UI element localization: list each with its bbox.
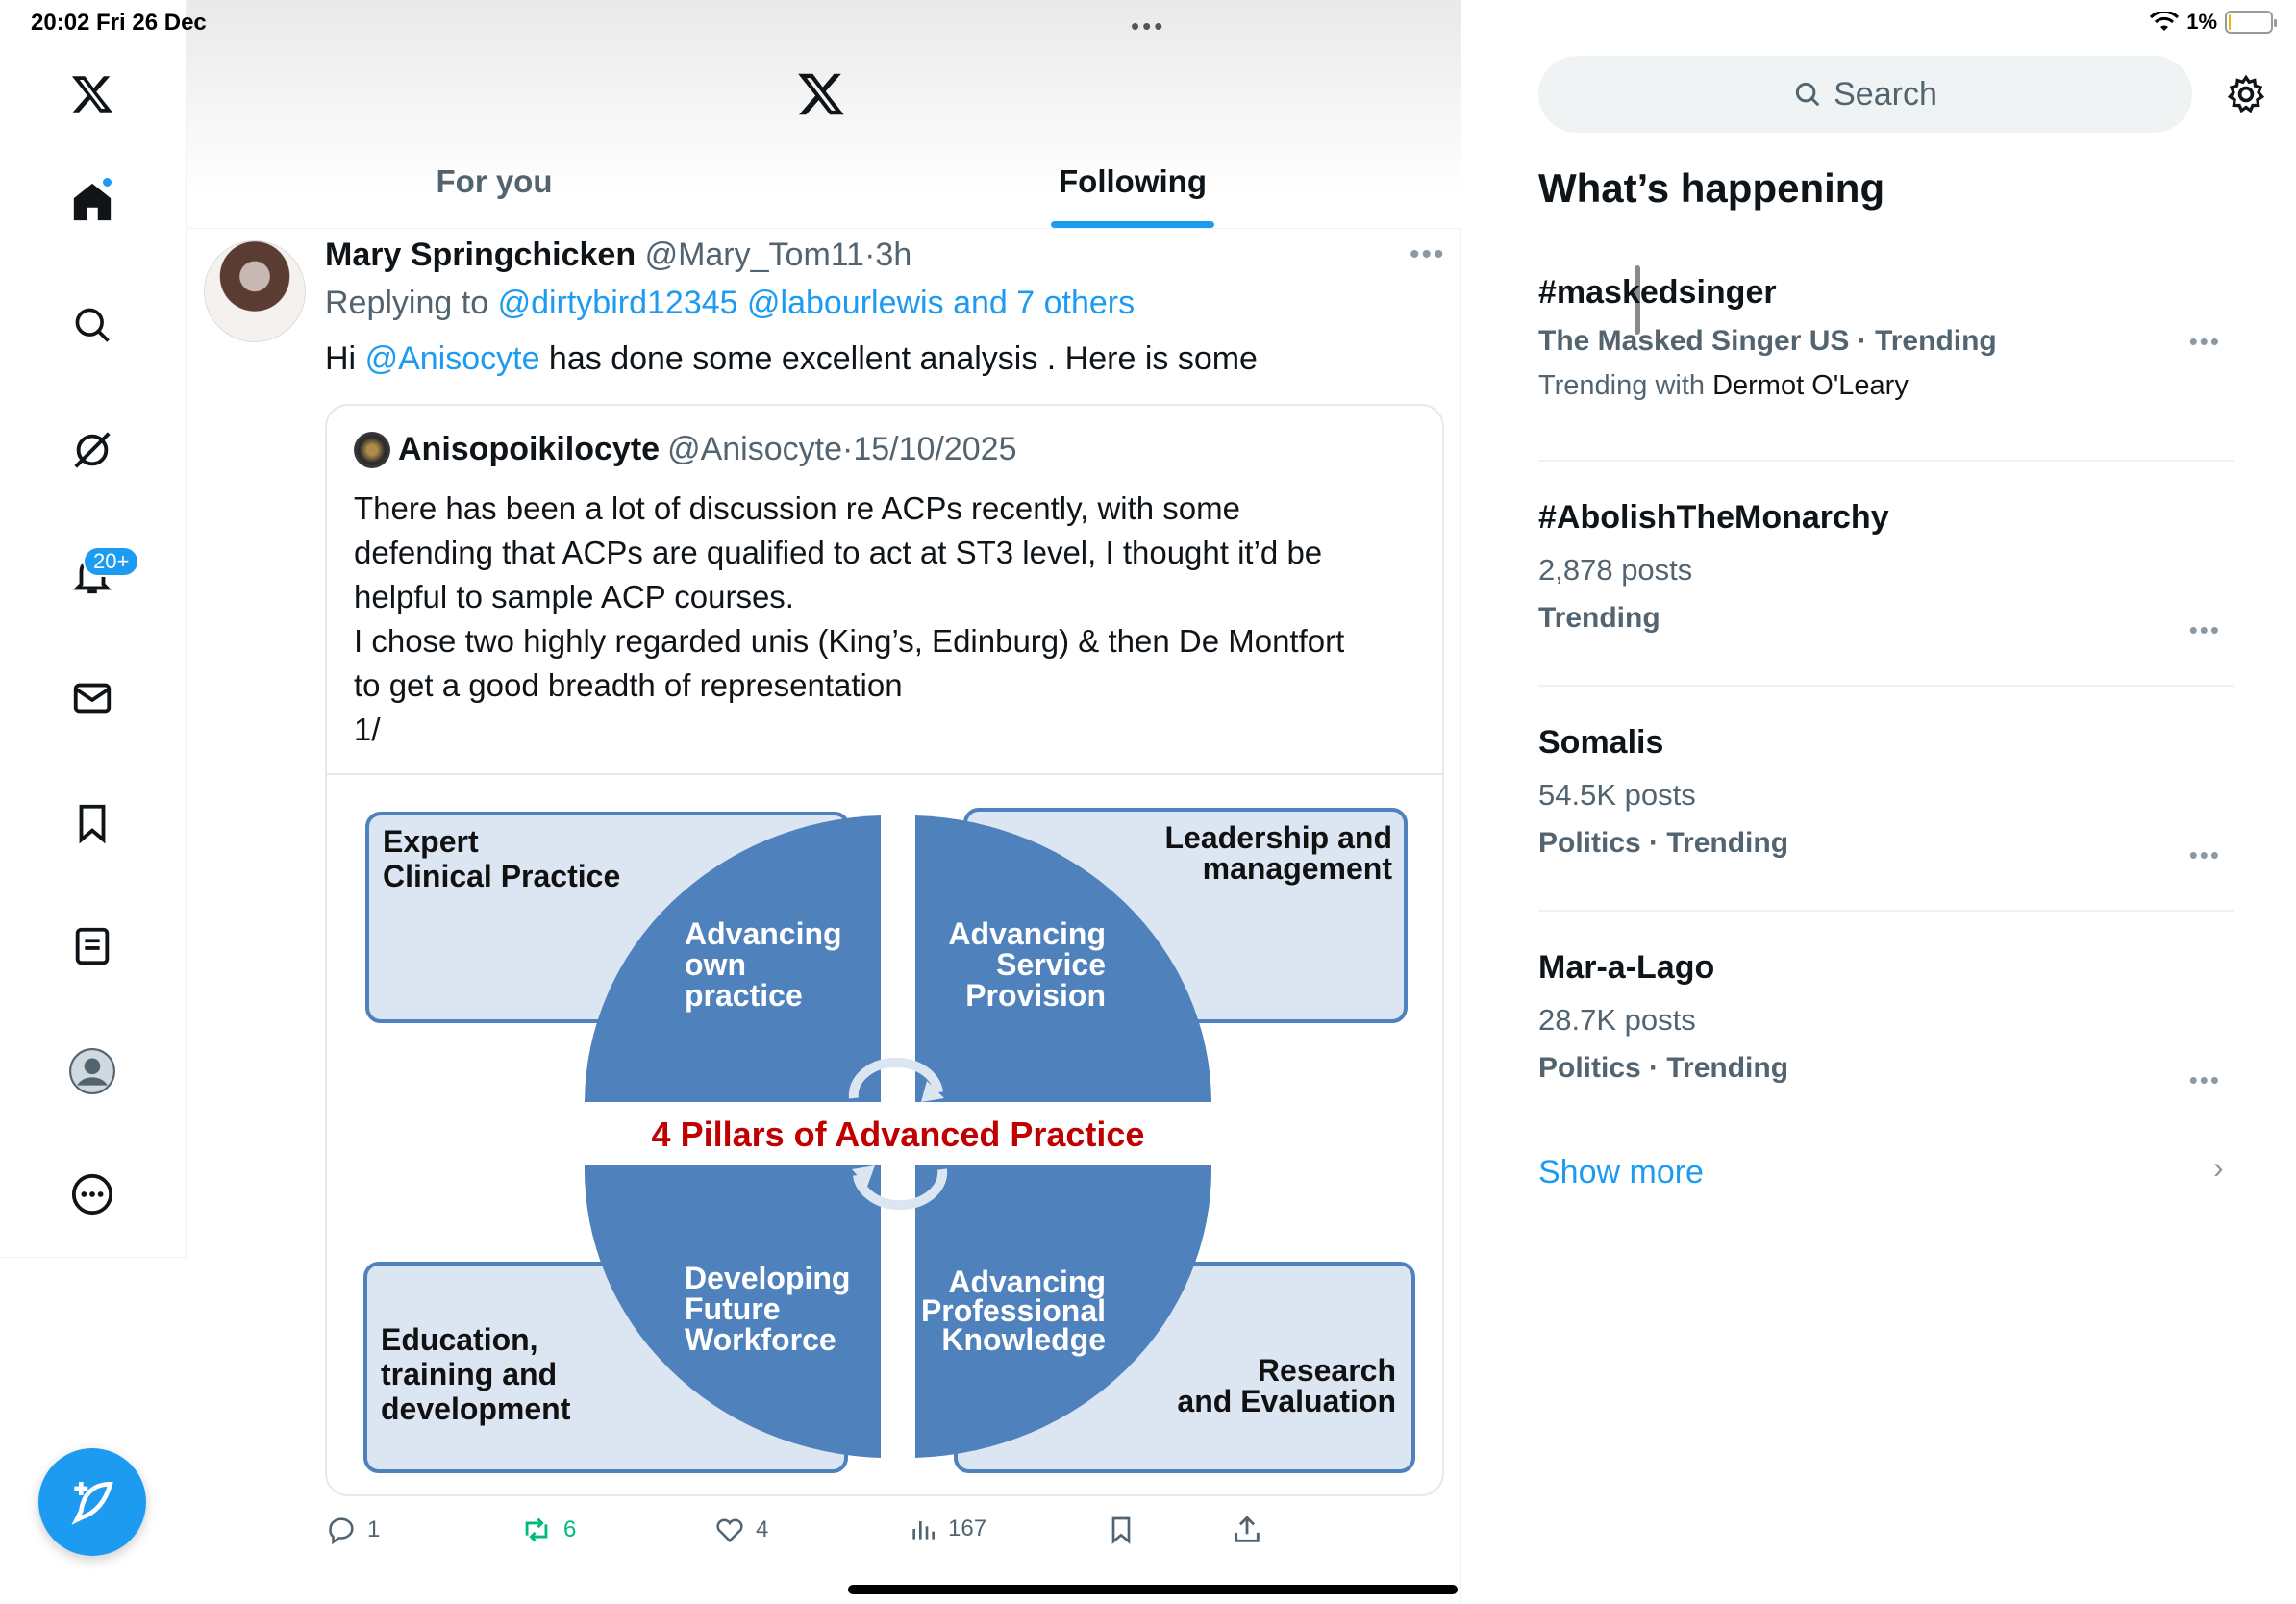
box-bl-line3: development [381, 1391, 571, 1426]
bookmark-button[interactable] [1106, 1514, 1136, 1546]
profile-avatar-icon[interactable] [62, 1040, 123, 1102]
wifi-icon [2150, 12, 2179, 33]
battery-icon [2225, 11, 2273, 34]
post[interactable] [187, 229, 1461, 1575]
chevron-right-icon[interactable]: › [2213, 1150, 2224, 1185]
repost-count: 6 [563, 1516, 577, 1542]
trend-meta: The Masked Singer US · Trending [1538, 325, 1997, 357]
trend-with [1538, 362, 2234, 410]
battery-percent: 1% [2186, 10, 2217, 34]
trend-more-icon[interactable]: ••• [2188, 615, 2221, 644]
trend-title: Mar-a-Lago [1538, 949, 1715, 986]
home-icon[interactable] [62, 171, 123, 233]
quote-line: to get a good breadth of representation [354, 667, 903, 703]
x-logo-icon[interactable] [62, 63, 123, 125]
reply-icon [325, 1514, 358, 1546]
reply-mention-2[interactable]: @labourlewis [747, 285, 944, 321]
post-header [325, 237, 911, 274]
quote-text [354, 487, 1411, 752]
post-text [325, 340, 1258, 378]
status-indicators [2150, 10, 2273, 35]
separator-dot: · [841, 431, 854, 467]
share-button[interactable] [1231, 1514, 1263, 1546]
trend-title: Somalis [1538, 724, 1664, 761]
quote-line: defending that ACPs are qualified to act at ST3 level, I thought it’d be [354, 535, 1323, 570]
pillars-diagram [327, 775, 1442, 1496]
trend-item[interactable] [1538, 946, 2234, 1119]
lists-icon[interactable] [62, 915, 123, 977]
timeline [187, 0, 1461, 1604]
trend-with-label: Trending with [1538, 370, 1706, 401]
search-input[interactable] [1538, 56, 2192, 133]
bookmarks-icon[interactable] [62, 792, 123, 854]
author-handle[interactable]: @Mary_Tom11 [644, 237, 865, 273]
multitask-handle[interactable]: ••• [1131, 12, 1166, 40]
quote-line: There has been a lot of discussion re ACPs recently, with some [354, 490, 1241, 526]
compose-post-button[interactable] [38, 1448, 146, 1556]
like-count: 4 [756, 1516, 769, 1542]
trend-meta: Politics · Trending [1538, 827, 1789, 859]
q4-line3: Knowledge [941, 1322, 1106, 1357]
trend-more-icon[interactable]: ••• [2188, 840, 2221, 869]
trend-more-icon[interactable]: ••• [2188, 1065, 2221, 1094]
tab-for-you[interactable]: For you [436, 163, 553, 199]
trend-posts: 54.5K posts [1538, 778, 1696, 812]
compose-feather-icon [65, 1475, 119, 1529]
reply-mention-1[interactable]: @dirtybird12345 [497, 285, 738, 321]
q4-line1: Advancing [948, 1265, 1106, 1299]
whats-happening-title: What’s happening [1538, 165, 1885, 211]
replying-label: Replying to [325, 285, 489, 321]
trend-item[interactable] [1538, 271, 2234, 462]
repost-icon [519, 1514, 554, 1546]
box-tl-line1: Expert [383, 824, 479, 859]
x-header-logo-icon[interactable] [796, 69, 846, 124]
left-navigation [0, 0, 187, 1258]
q1-line2: own [685, 947, 746, 982]
view-count: 167 [948, 1516, 987, 1541]
quote-header [354, 431, 1016, 468]
author-name[interactable]: Mary Springchicken [325, 237, 636, 273]
post-text-post: has done some excellent analysis . Here is some [539, 340, 1258, 377]
more-options-icon[interactable] [62, 1164, 123, 1225]
separator-dot: · [864, 237, 876, 273]
status-time: 20:02 Fri 26 Dec [31, 10, 207, 36]
q3-line1: Developing [685, 1261, 851, 1295]
trend-title: #maskedsinger [1538, 274, 1777, 311]
box-bl-line1: Education, [381, 1322, 538, 1357]
status-bar [0, 0, 2296, 42]
post-text-pre: Hi [325, 340, 365, 377]
replying-to [325, 285, 1135, 322]
quote-line: helpful to sample ACP courses. [354, 579, 794, 614]
q2-line2: Service [996, 947, 1106, 982]
post-actions [187, 1508, 1461, 1556]
search-icon[interactable] [62, 294, 123, 356]
q1-line1: Advancing [685, 916, 842, 951]
search-icon [1793, 80, 1822, 109]
tab-following[interactable]: Following [1059, 163, 1207, 199]
quote-author-name[interactable]: Anisopoikilocyte [398, 431, 661, 467]
right-sidebar [1461, 0, 2296, 1604]
box-tr-line2: management [1202, 851, 1392, 886]
notifications-badge: 20+ [83, 546, 139, 577]
diagram-title: 4 Pillars of Advanced Practice [651, 1115, 1145, 1154]
q2-line3: Provision [965, 978, 1106, 1013]
box-br-line1: Research [1257, 1353, 1396, 1388]
post-mention[interactable]: @Anisocyte [364, 340, 540, 377]
like-button[interactable] [713, 1514, 768, 1546]
quote-image[interactable] [327, 773, 1442, 1496]
quoted-post[interactable] [325, 404, 1444, 1496]
trend-with-name[interactable]: Dermot O'Leary [1712, 370, 1909, 401]
battery-level-fill [2229, 14, 2231, 30]
trend-meta: Politics · Trending [1538, 1052, 1789, 1084]
reply-count: 1 [367, 1516, 381, 1542]
post-time[interactable]: 3h [875, 237, 912, 273]
bookmark-icon [1106, 1514, 1136, 1546]
quote-line: 1/ [354, 712, 381, 747]
q2-line1: Advancing [948, 916, 1106, 951]
views-button[interactable] [908, 1514, 986, 1544]
heart-icon [713, 1514, 746, 1546]
settings-gear-icon[interactable] [2225, 73, 2267, 120]
box-tl-line2: Clinical Practice [383, 859, 621, 893]
home-unread-dot [101, 176, 113, 188]
q4-line2: Professional [920, 1293, 1106, 1328]
repost-button[interactable] [519, 1514, 576, 1546]
trend-posts: 2,878 posts [1538, 553, 1693, 587]
quote-author-avatar[interactable] [354, 432, 390, 468]
reply-others[interactable]: and 7 others [953, 285, 1136, 321]
home-indicator[interactable] [848, 1585, 1458, 1594]
trend-title: #AbolishTheMonarchy [1538, 499, 1889, 536]
trend-item[interactable] [1538, 721, 2234, 912]
box-br-line2: and Evaluation [1177, 1384, 1396, 1418]
trend-meta: Trending [1538, 602, 1660, 634]
post-more-icon[interactable]: ••• [1410, 238, 1446, 270]
q3-line2: Future [685, 1291, 781, 1326]
share-icon [1231, 1514, 1263, 1546]
quote-line: I chose two highly regarded unis (King’s, Edinburg) & then De Montfort [354, 623, 1345, 659]
show-more-link[interactable]: Show more [1538, 1154, 1704, 1190]
box-bl-line2: training and [381, 1357, 558, 1391]
quote-date: 15/10/2025 [853, 431, 1017, 467]
grok-icon[interactable] [62, 419, 123, 481]
views-chart-icon [908, 1514, 938, 1544]
messages-icon[interactable] [62, 667, 123, 729]
trend-item[interactable] [1538, 496, 2234, 687]
box-tr-line1: Leadership and [1164, 820, 1392, 855]
trend-more-icon[interactable]: ••• [2188, 327, 2221, 356]
search-placeholder: Search [1834, 75, 1937, 113]
q3-line3: Workforce [685, 1322, 836, 1357]
author-avatar[interactable] [204, 240, 306, 342]
reply-button[interactable] [325, 1514, 380, 1546]
quote-author-handle[interactable]: @Anisocyte [667, 431, 842, 467]
q1-line3: practice [685, 978, 803, 1013]
tab-active-indicator [1051, 221, 1214, 228]
trend-posts: 28.7K posts [1538, 1003, 1696, 1037]
